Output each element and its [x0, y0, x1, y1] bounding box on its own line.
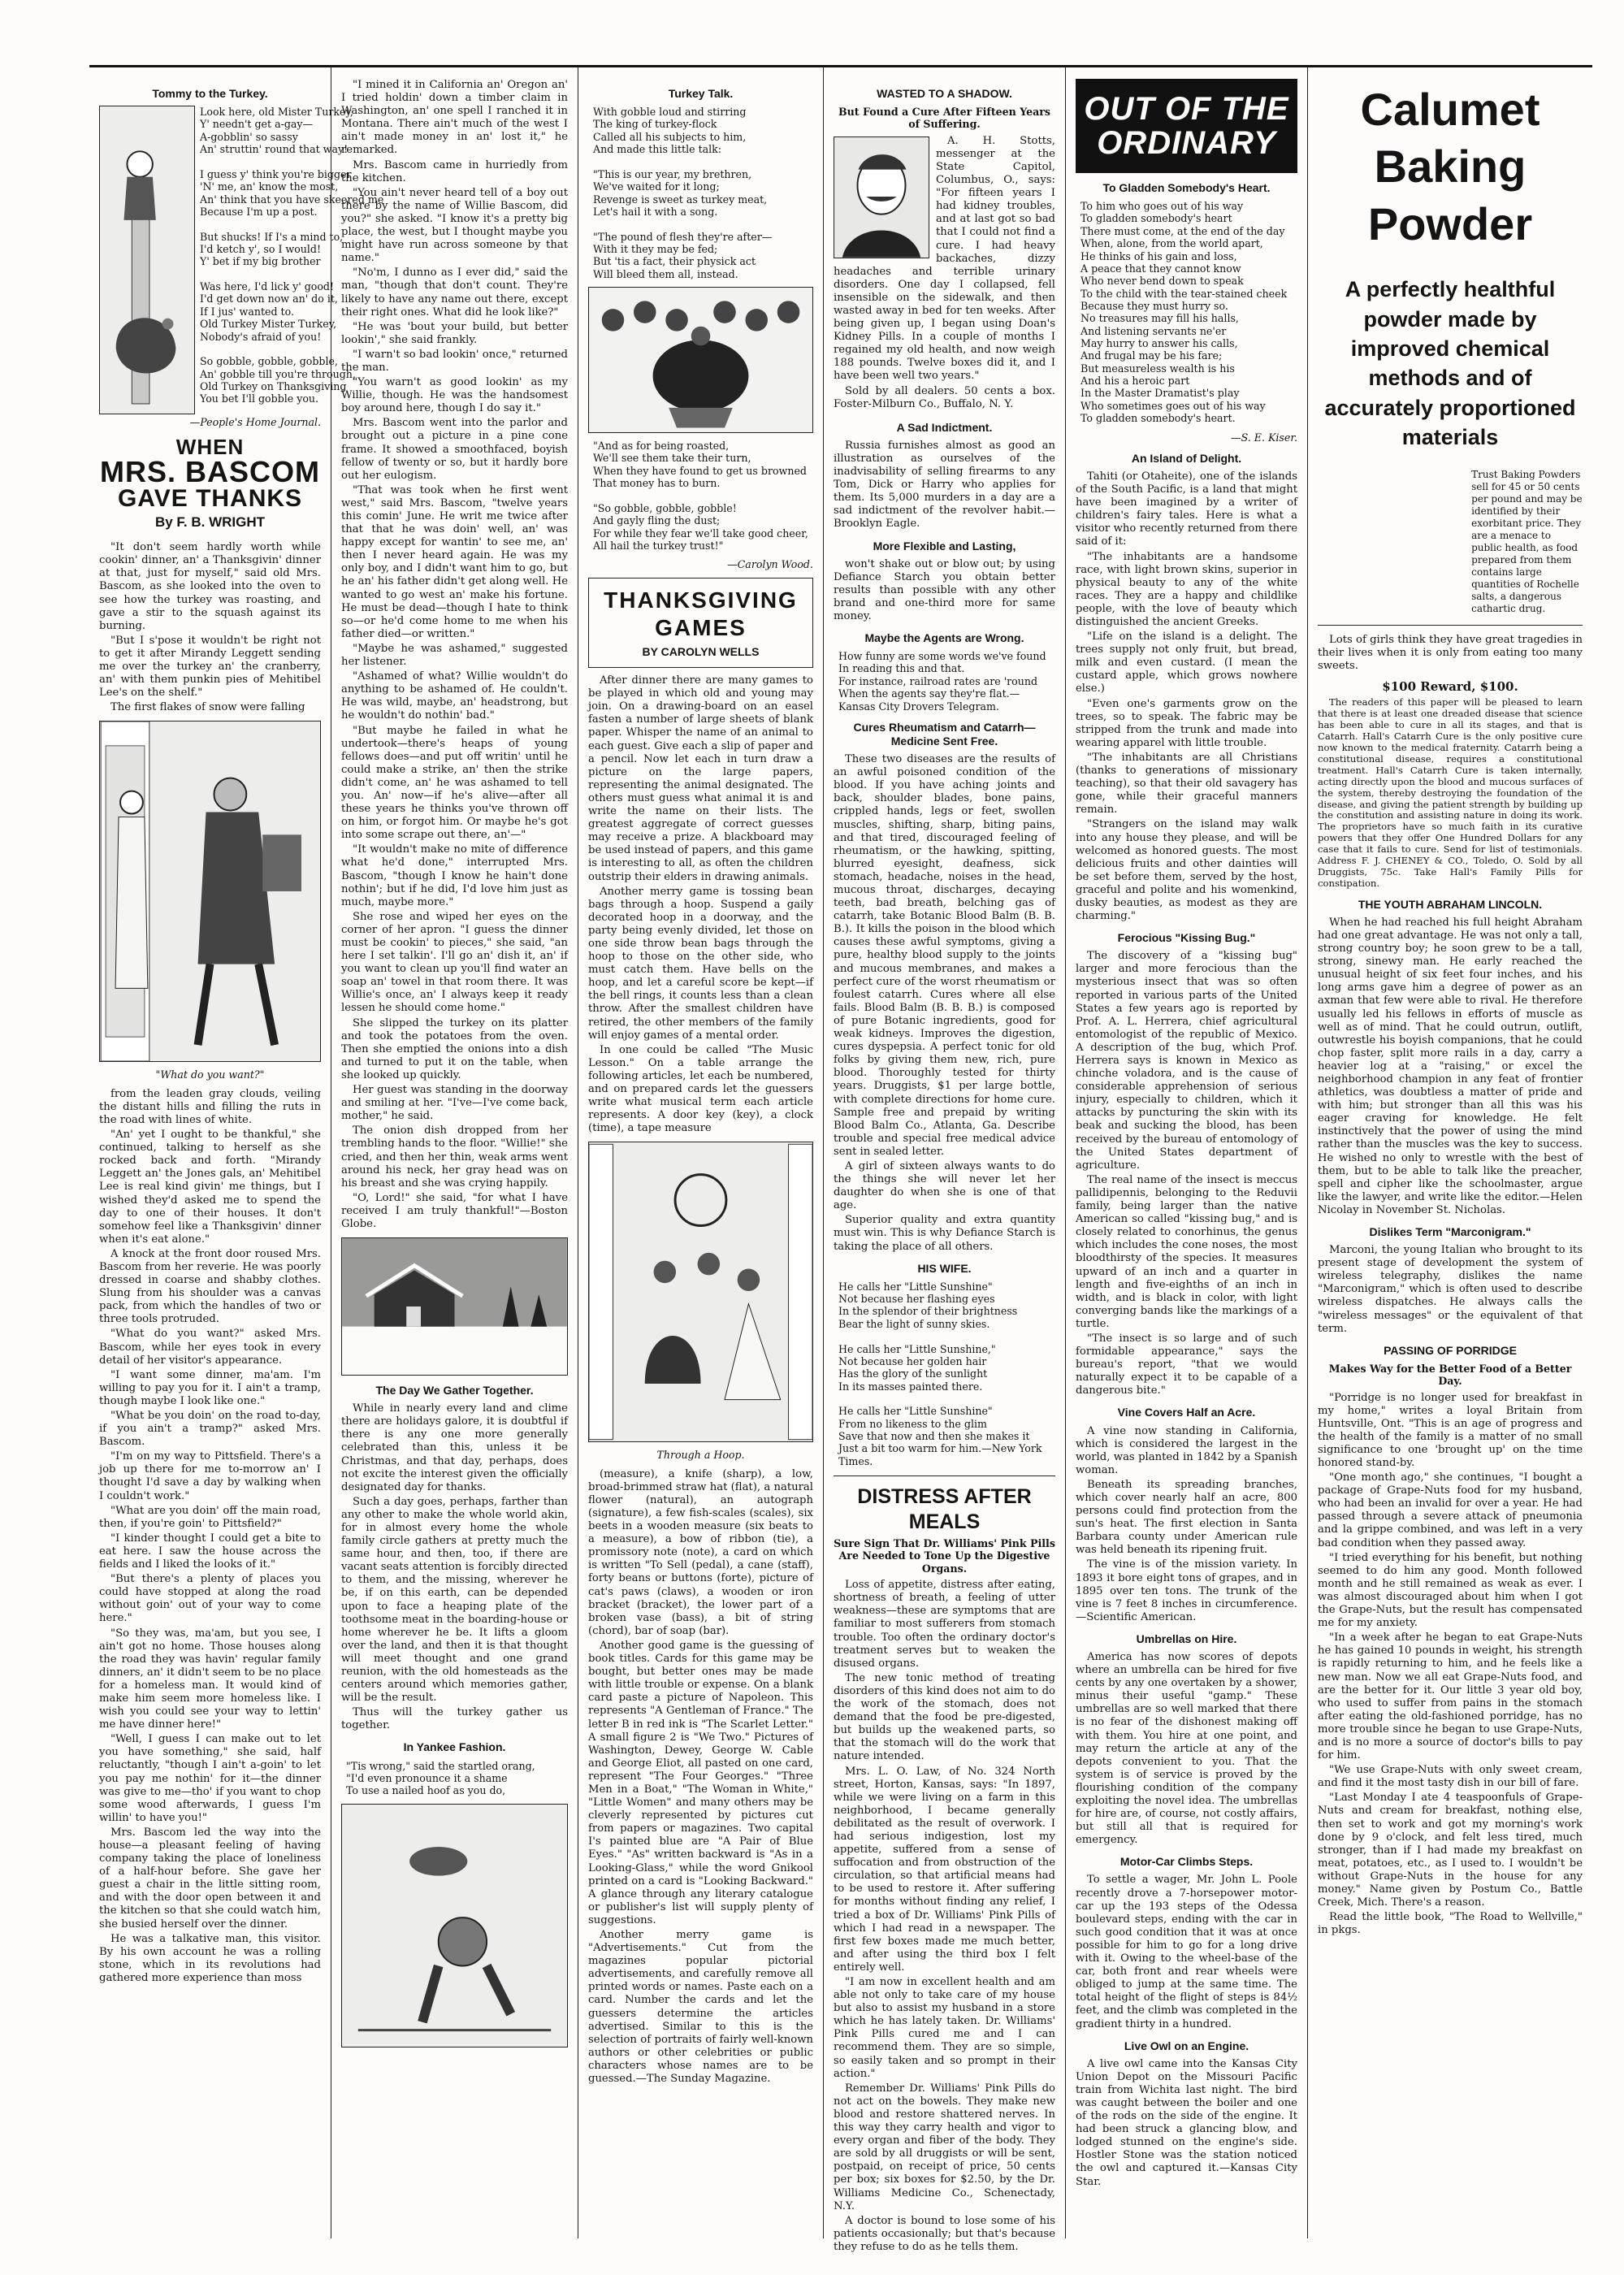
story-title-mrs-bascom: MRS. BASCOM	[100, 455, 320, 489]
story-paragraph: "I'm on my way to Pittsfield. There's a job up there for me to-morrow an' I thought I'd save a day by walking when I couldn't work."	[99, 1450, 321, 1502]
poem-line: We've waited for it long;	[593, 180, 720, 193]
story-byline: By F. B. WRIGHT	[154, 514, 266, 531]
illustration-ape-kicking-ball	[341, 1804, 568, 2048]
ad-paragraph: These two diseases are the results of an awful poisoned condition of the blood. If you have aching joints and back, shoulder blades, bone pains, crippled hands, legs or feet, swollen muscles, shifting, sharp, biting pains, and that tired, discouraged feeling of rheumatism, or the hawking, spitting, blurred eyesight, deafness, sick stomach, headache, noises in the head, mucous throat, discharges, decaying teeth, bad breath, belching gas of catarrh, take Botanic Blood Balm (B. B. B.). It kills the poison in the blood which causes these awful symptoms, giving a pure, healthy blood supply to the joints and mucous membranes, and makes a perfect cure of the worst rheumatism or foulest catarrh. Cures where all else fails. Blood Balm (B. B. B.) is composed of pure Botanic ingredients, good for weak kidneys. Improves the digestion, cures dyspepsia. A perfect tonic for old folks by giving them new, rich, pure blood. Thoroughly tested for thirty years. Druggists, $1 per large bottle, with complete directions for home cure. Sample free and prepaid by writing Blood Balm Co., Atlanta, Ga. Describe trouble and special free medical advice sent in sealed letter.	[834, 753, 1055, 1158]
ad-body: A perfectly healthful powder made by improved chemical methods and of accurately proportioned materials	[1324, 277, 1576, 450]
games-title-block	[588, 578, 813, 668]
poem-line: And his a heroic part	[1081, 375, 1190, 388]
ad-title-distress: DISTRESS AFTER MEALS	[857, 1485, 1032, 1533]
ad-trust-text: Trust Baking Powders sell for 45 or 50 cents per pound and may be identified by their exorbitant price. They are a menace to public health, as food prepared from them contains large quantities of Rochelle salts, a dangerous cathartic drug.	[1471, 468, 1583, 614]
story-paragraph: "O, Lord!" she said, "for what I have received I am truly thankful!"—Boston Globe.	[341, 1191, 568, 1230]
poem-line: And frugal may be his fare;	[1081, 349, 1223, 362]
poem-line: When the agents say they're flat.—Kansas City Drovers Telegram.	[838, 687, 1020, 713]
poem-line: He thinks of his gain and loss,	[1081, 249, 1237, 262]
ad-paragraph: "In a week after he began to eat Grape-Nuts he has gained 10 pounds in weight, his strength is rapidly returning to him, and he feels like a new man. Now we all eat Grape-Nuts food, and are the better for it. Our little 3 year old boy, who used to suffer from pains in the stomach after eating the old-fashioned porridge, has no more trouble since he began to use Grape-Nuts, and is no more a source of doctor's bills to pay for him.	[1318, 1632, 1583, 1762]
story-title-gave-thanks: GAVE THANKS	[117, 485, 303, 513]
poem-line: Y' bet if my big brother	[200, 255, 321, 268]
story-paragraph: "I mined it in California an' Oregon an' I tried holdin' down a timber claim in Washington, an' one spell I ranched it in Montana. There ain't much of the west I ain't made money in an' lost it," he remarked.	[341, 79, 568, 157]
poem-line: "Tis wrong," said the startled orang,	[346, 1759, 535, 1772]
agents-poem	[834, 650, 1055, 713]
poem-line: Not because her golden hair	[838, 1354, 987, 1367]
ad-title-powder: Powder	[1367, 197, 1533, 249]
poem-line: But 'tis a fact, their physick act	[593, 255, 756, 268]
poem-line: May hurry to answer his calls,	[1081, 337, 1238, 350]
article-title-kissing-bug: Ferocious "Kissing Bug."	[1117, 931, 1256, 945]
poem-line: Not because her flashing eyes	[838, 1293, 995, 1306]
ad-paragraph: "We use Grape-Nuts with only sweet cream, and find it the most tasty dish in our bill of fare.	[1318, 1764, 1583, 1790]
story-paragraph: Mrs. Bascom went into the parlor and brought out a picture in a pine cone frame. It showed a smoothfaced, boyish fellow of twenty or so, but it hardly bore out her eulogism.	[341, 417, 568, 482]
ad-paragraph: Read the little book, "The Road to Wellville," in pkgs.	[1318, 1911, 1583, 1937]
games-paragraph: After dinner there are many games to be played in which old and young may join. On a drawing-board on an easel fasten a number of large sheets of blank paper. Whisper the name of an animal to each guest. Give each a slip of paper and a pencil. Now let each in turn draw a picture on the large papers, representing the animal designated. The others must guess what animal it is and write the name on their lists. The greatest aggregate of correct guesses may receive a prize. A blackboard may be used instead of papers, and this game is interesting to all, as often the children outstrip their elders in drawing animals.	[588, 674, 813, 883]
column-4	[824, 67, 1066, 2253]
ad-paragraph: Remember Dr. Williams' Pink Pills do not act on the bowels. They make new blood and restore shattered nerves. In this way they carry health and vigor to every organ and fiber of the body. They are sold by all druggists or will be sent, postpaid, on receipt of price, 50 cents per box; six boxes for $2.50, by the Dr. Williams Medicine Co., Schenectady, N.Y.	[834, 2082, 1055, 2212]
poem-line: For instance, railroad rates are 'round	[838, 674, 1038, 687]
poem-line: To use a nailed hoof as you do,	[346, 1784, 506, 1797]
poem-line: I'd get down now an' do it,	[200, 292, 338, 306]
his-wife-poem	[834, 1280, 1055, 1467]
article-paragraph: To settle a wager, Mr. John L. Poole recently drove a 7-horsepower motor-car up the 193 steps of the Odessa boulevard steps, ending with the car in such good condition that it was at once possible for him to go for a long drive with it. Owing to the wheel-base of the car, both front and rear wheels were obliged to jump at the same time. The total height of the flight of steps is 84½ feet, and the climb was completed in the gradient thirty in a hundred.	[1076, 1874, 1297, 2030]
poem-line: Revenge is sweet as turkey meat,	[593, 193, 768, 206]
article-title-agents: Maybe the Agents are Wrong.	[864, 631, 1024, 645]
poem-line: With gobble loud and stirring	[593, 106, 747, 119]
story-paragraph: "What are you doin' off the main road, then, if you're goin' to Pittsfield?"	[99, 1504, 321, 1530]
article-title-cures-rheumatism: Cures Rheumatism and Catarrh—Medicine Sent Free.	[853, 720, 1036, 748]
poem-line: Who sometimes goes out of his way	[1081, 399, 1266, 412]
games-paragraph: (measure), a knife (sharp), a low, broad-brimmed straw hat (flat), a natural flower (natural), an autograph (signature), a few fish-scales (scales), six beets in a wooden measure (six beats to a measure), a bow of ribbon (tie), a promissory note (note), a card on which is written "To Sell (pedal), a cane (staff), forty beans or buttons (forte), picture of cat's paws (claws), a wooden or iron bracket (bracket), the lower part of a broken vase (bass), a bit of string (chord), bar of soap (bar).	[588, 1467, 813, 1637]
hoop-game-svg	[589, 1142, 812, 1441]
story-paragraph: The first flakes of snow were falling	[110, 701, 305, 714]
tramp-door-svg	[100, 722, 320, 1061]
poem-line: I'd ketch y', so I would!	[200, 243, 322, 256]
poem-line: The king of turkey-flock	[593, 118, 717, 131]
poem-line: Save that now and then she makes it	[838, 1430, 1030, 1443]
ad-title-reward: $100 Reward, $100.	[1382, 679, 1518, 695]
newspaper-page	[89, 65, 1592, 2253]
column-3	[578, 67, 824, 2238]
poem-line: He calls her "Little Sunshine"	[838, 1405, 993, 1418]
column-1	[89, 67, 384, 2238]
story-paragraph: He was a talkative man, this visitor. By his own account he was a rolling stone, which in its revolutions had gathered more experience than moss	[99, 1932, 321, 1984]
story-paragraph: "What be you doin' on the road to-day, if you ain't a tramp?" asked Mrs. Bascom.	[99, 1410, 321, 1449]
poem-line: Let's hail it with a song.	[593, 205, 718, 218]
yankee-poem	[341, 1760, 568, 1797]
games-byline: BY CAROLYN WELLS	[642, 645, 760, 659]
article-title-lincoln: THE YOUTH ABRAHAM LINCOLN.	[1358, 897, 1543, 911]
article-title-sad-indictment: A Sad Indictment.	[896, 420, 993, 434]
poem-line: And made this little talk:	[593, 143, 722, 156]
ad-title-calumet: Calumet	[1360, 84, 1540, 135]
article-paragraph: While in nearly every land and clime there are holidays galore, it is doubtful if there is any one more generally celebrated than this, unless it be Christmas, and that day, perhaps, does not excite the interest given the officially designated day for thanks.	[341, 1402, 568, 1493]
poem-line: Has the glory of the sunlight	[838, 1367, 988, 1380]
poem-line: Old Turkey on Thanksgiving	[200, 379, 347, 392]
games-paragraph: Another good game is the guessing of book titles. Cards for this game may be bought, but better ones may be made with little trouble or expense. On a blank card paste a picture of Napoleon. This represents "A Gentleman of France." The letter B in red ink is "The Scarlet Letter." A small figure 2 is "We Two." Pictures of Washington, Dewey, George W. Cable and George Eliot, all pasted on one card, represent "The Four Georges." "Three Men in a Boat," "The Woman in White," "Little Women" and many others may be cleverly represented by pictures cut from papers or magazines. Two capital I's painted blue are "A Pair of Blue Eyes." "As" written backward is "As in a Looking-Glass," while the word Gnikool printed on a card is "Looking Backward." A glance through any literary catalogue or publisher's list will supply plenty of suggestions.	[588, 1639, 813, 1926]
ad-paragraph: Sold by all dealers. 50 cents a box. Foster-Milburn Co., Buffalo, N. Y.	[834, 384, 1055, 410]
games-paragraph: In one could be called "The Music Lesson." On a table arrange the following articles, let each be numbered, and on prepared cards let the guessers write what musical term each article represents. A door key (key), a clock (time), a tape measure	[588, 1043, 813, 1135]
ad-paragraph: Superior quality and extra quantity must win. This is why Defiance Starch is taking the place of all others.	[834, 1214, 1055, 1253]
story-paragraph: "So they was, ma'am, but you see, I ain't got no home. Those houses along the road they was havin' regular family dinners, an' it didn't seem to be no place for a homeless man. It would kind of make him seem more homeless like. I wish you could see your way to lettin' me have dinner here!"	[99, 1627, 321, 1731]
article-paragraph: "The insect is so large and of such formidable appearance," says the bureau's report, "that we would naturally expect it to be capable of a dangerous bite."	[1076, 1332, 1297, 1398]
poem-line: "I'd even pronounce it a shame	[346, 1771, 508, 1784]
poem-line: When they have found to get us browned	[593, 464, 807, 477]
boy-turkey-svg	[100, 106, 194, 414]
poem-line: Y' needn't get a-gay—	[200, 118, 314, 131]
poem-line: Look here, old Mister Turkey,	[200, 106, 353, 119]
illustration-caption: "What do you want?"	[155, 1068, 265, 1081]
turkey-talk-poem	[588, 106, 813, 280]
story-paragraph: "It don't seem hardly worth while cookin' dinner, an' a Thanksgivin' dinner at that, just for myself," said old Mrs. Bascom, as she looked into the oven to see how the turkey was roasting, and gave a stir to the squash against its burning.	[99, 541, 321, 632]
poem-line: "This is our year, my brethren,	[593, 167, 752, 180]
poem-line: And listening servants ne'er	[1081, 324, 1227, 337]
poem-line: "And as for being roasted,	[593, 440, 730, 453]
column-5	[1066, 67, 1308, 2238]
ad-paragraph: A. H. Stotts, messenger at the State Capitol, Columbus, O., says: "For fifteen years I had kidney troubles, and at last got so bad that I could not find a cure. I had heavy backaches, dizzy headaches and terrible urinary disorders. One day I collapsed, fell insensible on the sidewalk, and then wasted away in bed for ten weeks. After being given up, I began using Doan's Kidney Pills. In a couple of months I regained my old health, and now weigh 188 pounds. Twelve boxes did it, and I have been well two years."	[834, 134, 1055, 383]
article-paragraph: Tahiti (or Otaheite), one of the islands of the South Pacific, is a land that might have been imagined by a writer of children's fairy tales. Here is what a visitor who recently returned from there said of it:	[1076, 470, 1297, 548]
story-paragraph: "You ain't never heard tell of a boy out there by the name of Willie Bascom, did you?" she asked. "I know it's a pretty big place, the west, but I thought maybe you might have run across someone by that name."	[341, 186, 568, 265]
ad-paragraph: The new tonic method of treating disorders of this kind does not aim to do the work of the stomach, does not demand that the food be pre-digested, but builds up the weakened parts, so that the stomach will do the work that nature intended.	[834, 1671, 1055, 1763]
poem-line: "So gobble, gobble, gobble!	[593, 501, 737, 514]
poem-line: In its masses painted there.	[838, 1380, 983, 1393]
story-paragraph: She rose and wiped her eyes on the corner of her apron. "I guess the dinner must be cookin' to pieces," she said, "an here I set talkin'. I'll go an' dish it, an' if you want to clean up you'll find water an soap an' towel in that room there. It was Willie's once, an' I always keep it ready lessen he should come home."	[341, 910, 568, 1015]
poem-line: Because I'm up a post.	[200, 205, 318, 218]
story-paragraph: "I kinder thought I could get a bite to eat here. I saw the house across the fields and I liked the looks of it."	[99, 1532, 321, 1571]
poem-line: To the child with the tear-stained cheek	[1081, 287, 1288, 300]
article-paragraph: Beneath its spreading branches, which cover nearly half an acre, 800 persons could find protection from the sun's heat. The first election in Santa Barbara county under American rule was held beneath its ripening fruit.	[1076, 1478, 1297, 1557]
article-title-vine: Vine Covers Half an Acre.	[1117, 1406, 1256, 1419]
poem-line: A-gobblin' so sassy	[200, 130, 298, 143]
story-paragraph: "He was 'bout your build, but better lookin'," she said frankly.	[341, 320, 568, 346]
article-paragraph: A girl of sixteen always wants to do the things she will never let her daughter do when she is one of that age.	[834, 1159, 1055, 1212]
story-paragraph: "Well, I guess I can make out to let you have something," she said, half reluctantly, "though I ain't a-goin' to let you pay me nothin' for it—the dinner was give to me—tho' if you want to chop some wood afterwards, I guess I'm willin' to have you!"	[99, 1733, 321, 1824]
masthead-out-of-the-ordinary: OUT OF THE ORDINARY	[1076, 79, 1297, 173]
ad-paragraph: Mrs. L. O. Law, of No. 324 North street, Horton, Kansas, says: "In 1897, while we were living on a farm in this neighborhood, I became generally debilitated as the result of overwork. I had serious indigestion, lost my appetite, suffered from a sense of suffocation and from obstruction of the circulation, so that artificial means had to be used to restore it. After suffering for months without finding any relief, I tried a box of Dr. Williams' Pink Pills of which I had read in a newspaper. The first few boxes made me much better, and after using the third box I felt entirely well.	[834, 1765, 1055, 1974]
story-paragraph: "An' yet I ought to be thankful," she continued, talking to herself as she rocked back and forth. "Mirandy Leggett an' the Jones gals, an' Mehitibel Lee is real kind givin' me things, but I wished they'd asked me to spend the day to one of their houses. It don't somehow feel like a Thanksgivin' dinner when it's eat alone."	[99, 1129, 321, 1246]
ad-title-baking: Baking	[1374, 141, 1527, 193]
article-title-live-owl: Live Owl on an Engine.	[1124, 2039, 1249, 2052]
story-paragraph: "But I s'pose it wouldn't be right not to get it after Mirandy Leggett sending me over the turkey an' the cranberry, an' with them punkin pies of Mehitibel Lee's on the shelf."	[99, 634, 321, 700]
poem-title-his-wife: HIS WIFE.	[917, 1261, 972, 1275]
illustration-mrs-bascom-and-tramp	[99, 721, 321, 1062]
poem-line: "The pound of flesh they're after—	[593, 230, 773, 243]
poem-line: How funny are some words we've found	[838, 650, 1046, 663]
story-paragraph: Mrs. Bascom led the way into the house—a pleasant feeling of having company taking the place of loneliness of a half-hour before. She gave her guest a chair in the little sitting room, and with the door open between it and the kitchen so that she could watch him, she busied herself over the dinner.	[99, 1826, 321, 1930]
winter-scene-svg	[342, 1238, 567, 1375]
poem-line: In reading this and that.	[838, 662, 965, 675]
story-paragraph: "I want some dinner, ma'am. I'm willing to pay you for it. I ain't a tramp, though maybe I look like one."	[99, 1368, 321, 1407]
poem-line: If I jus' wanted to.	[200, 305, 294, 318]
article-paragraph: A doctor is bound to lose some of his patients occasionally; but that's because they refuse to do as he tells them.	[834, 2214, 1055, 2253]
story-paragraph: "Ashamed of what? Willie wouldn't do anything to be ashamed of. He couldn't. He was wild, maybe, an' headstrong, but he wouldn't do nothin' bad."	[341, 670, 568, 722]
poem-line: Who never bend down to speak	[1081, 275, 1244, 288]
poem-line: An' think that you have skeered me	[200, 193, 384, 206]
article-paragraph: Thus will the turkey gather us together.	[341, 1706, 568, 1732]
poem-line: An' gobble till you're through,	[200, 367, 356, 380]
article-title-day-we-gather: The Day We Gather Together.	[375, 1384, 534, 1398]
article-paragraph: America has now scores of depots where an umbrella can be hired for five cents by any one overtaken by a shower, minus their useful "gamp." These umbrellas are so well marked that there is no fear of the dishonest making off with them. You hire at one point, and may return the article at any of the depots convenient to you. That the system is of service is proved by the flourishing condition of the company exploiting the novel idea. The umbrellas for hire are, of course, not costly affairs, but still all that is required for emergency.	[1076, 1651, 1297, 1847]
games-paragraph: Another merry game is "Advertisements." Cut from the magazines popular pictorial advertisements, and carefully remove all printed words or names. Paste each on a card. Number the cards and let the guessers determine the articles advertised. Similar to this is the selection of portraits of fairly well-known authors or other celebrities or public characters whose names are to be guessed.—The Sunday Magazine.	[588, 1929, 813, 2086]
article-paragraph: When he had reached his full height Abraham had one great advantage. He was not only a tall, strong country boy; he soon grew to be a tall, strong, sinewy man. He early reached the unusual height of six feet four inches, and his long arms gave him a degree of power as an axman that few were able to rival. He therefore usually led his fellows in efforts of muscle as well as of mind. That he could outrun, outlift, outwrestle his boyish companions, that he could chop faster, split more rails in a day, carry a heavier log at a "raising," or excel the neighborhood champion in any feat of frontier athletics, was doubtless a matter of pride and with him; but stronger than all this was his eager craving for knowledge. He felt instinctively that the power of using the mind rather than the muscles was the key to success. He wished no only to wrestle with the best of them, but to be able to talk like the preacher, spell and cipher like the schoolmaster, argue like the lawyer, and write like the editor.—Helen Nicolay in November St. Nicholas.	[1318, 916, 1583, 1216]
illustration-children-tossing-bean-bags	[588, 1142, 813, 1442]
gladden-poem	[1076, 200, 1297, 424]
article-title-wasted-shadow: WASTED TO A SHADOW.	[877, 87, 1012, 100]
ad-paragraph: "Porridge is no longer used for breakfast in my home," writes a loyal Britain from Huntsville, Ont. "This is an age of progress and the health of the family is a matter of no small significance to one 'brought up' on the time honored stand-by.	[1318, 1391, 1583, 1470]
poem-title-tommy: Tommy to the Turkey.	[152, 87, 268, 100]
article-paragraph: The real name of the insect is meccus pallidipennis, belonging to the Reduvii family, being larger than the native American so called "kissing bug," and is closely related to conorhinus, the genus which includes the cone noses, the most bloodthirsty of the species. It measures upward of an inch and a quarter in length and five-eighths of an inch in width, and is black in color, with light converging bands like the markings of a turtle.	[1076, 1173, 1297, 1330]
turkey-talk-poem-2	[588, 440, 813, 552]
illustration-portrait-a-h-stotts	[834, 136, 929, 258]
poem-line: Just a bit too warm for him.—New York Times.	[838, 1442, 1042, 1467]
story-paragraph: "You warn't as good lookin' as my Willie, though. He was the handsomest boy around here, though I do say it."	[341, 376, 568, 415]
poem-line: But measureless wealth is his	[1081, 362, 1235, 375]
story-paragraph: "No'm, I dunno as I ever did," said the man, "though that don't count. They're likely to have any name out there, except their right ones. What did he look like?"	[341, 266, 568, 318]
article-title-island: An Island of Delight.	[1131, 451, 1242, 465]
turkey-crowd-svg	[589, 288, 812, 432]
article-paragraph: The discovery of a "kissing bug" larger and more ferocious than the mysterious insect that was so often reported in various parts of the United States a few years ago is reported by Prof. A. L. Herrera, chief agricultural entomologist of the republic of Mexico. A description of the bug, which Prof. Herrera says is known in Mexico as chinche voladora, and is the cause of considerable apprehension of serious injury, especially to children, which it attacks by puncturing the skin with its beak and sucking the blood, has been received by the bureau of entomology of the United States department of agriculture.	[1076, 950, 1297, 1172]
poem-line: Was here, I'd lick y' good!	[200, 280, 335, 293]
article-paragraph: "The inhabitants are a handsome race, with light brown skins, superior in physical beauty to any of the white races. They are a happy and childlike people, with the love of beauty which distinguished the ancient Greeks.	[1076, 550, 1297, 629]
story-title-block	[99, 436, 321, 531]
article-paragraph: Such a day goes, perhaps, farther than any other to make the whole world akin, for in almost every home the whole family circle gathers at pretty much the same hour, and then, too, if there are vacant seats attention is forcibly directed to them, and the missing, wherever he be, if on this earth, can be depended upon to face a heaping plate of the toothsome meat in the boarding-house or home wherever he be. It lifts a gloom over the land, and then it is that thought will meet thought and one grand reunion, with the old homesteads as the centers around which memories gather, will be the result.	[341, 1495, 568, 1705]
poem-title-turkey-talk: Turkey Talk.	[668, 87, 734, 100]
poem-line: Because they must hurry so.	[1081, 299, 1228, 312]
poem-line: Will bleed them all, instead.	[593, 267, 738, 280]
poem-line: In the splendor of their brightness	[838, 1305, 1018, 1318]
monkey-svg	[342, 1805, 567, 2047]
calumet-ad	[1318, 84, 1583, 626]
column-2	[331, 67, 578, 2238]
illustration-boy-up-post-turkey	[99, 106, 195, 414]
article-title-yankee-fashion: In Yankee Fashion.	[403, 1740, 506, 1754]
story-paragraph: "That was took when he first went west," said Mrs. Bascom, "twelve years this comin' June. He writ me twice after that that he was doin' well, an' was happy except for wantin' to see me, an' then I never heard again. He was my only boy, and I didn't want him to go, but he an' his father didn't get along well. He wanted to go west an' make his fortune. He must be dead—though I hate to think so—or he'd come home to me when his father died—or written."	[341, 483, 568, 640]
poem-line: Nobody's afraid of you!	[200, 330, 322, 343]
story-title-when: WHEN	[175, 435, 245, 460]
poem-line: Bear the light of sunny skies.	[838, 1317, 990, 1330]
illustration-snowy-farmhouse	[341, 1237, 568, 1376]
article-subtitle: But Found a Cure After Fifteen Years of Suffering.	[838, 106, 1051, 131]
ad-subtitle: Makes Way for the Better Food of a Better Day.	[1328, 1362, 1572, 1388]
poem-line: With it they may be fed;	[593, 243, 718, 256]
poem-line: No treasures may fill his halls,	[1081, 312, 1239, 325]
article-paragraph: The vine is of the mission variety. In 1893 it bore eight tons of grapes, and in 1895 over ten tons. The trunk of the vine is 7 feet 8 inches in circumference.—Scientific American.	[1076, 1558, 1297, 1623]
poem-credit: —Carolyn Wood.	[727, 558, 813, 571]
poem-line: To gladden somebody's heart	[1081, 212, 1232, 225]
poem-line: But shucks! If I's a mind to,	[200, 230, 344, 243]
story-paragraph: Her guest was standing in the doorway and smiling at her. "I've—I've come back, mother," he said.	[341, 1084, 568, 1123]
poem-line: He calls her "Little Sunshine,"	[838, 1342, 996, 1355]
illustration-caption: Through a Hoop.	[656, 1449, 745, 1462]
story-paragraph: She slipped the turkey on its platter and took the potatoes from the oven. Then she emptied the onions into a dish and turned to put it on the table, when she looked up quickly.	[341, 1016, 568, 1081]
poem-line: From no likeness to the glim	[838, 1417, 987, 1430]
article-paragraph: "The inhabitants are all Christians (thanks to generations of missionary teaching), so that their old savagery has gone, while their graceful manners remain.	[1076, 751, 1297, 817]
article-title-marconigram: Dislikes Term "Marconigram."	[1369, 1225, 1531, 1239]
article-paragraph: Russia furnishes almost as good an illustration as ourselves of the inadvisability of selling firearms to any Tom, Dick or Harry who applies for them. Its 5,000 murders in a day are a sad indictment of the revolver habit.—Brooklyn Eagle.	[834, 439, 1055, 531]
ad-paragraph: "I tried everything for his benefit, but nothing seemed to do him any good. Month followed month and he still remained as weak as ever. I was almost discouraged about him when I got the Grape-Nuts, but the result has compensated me for my anxiety.	[1318, 1551, 1583, 1630]
poem-line: And gayly fling the dust;	[593, 514, 721, 527]
games-title: THANKSGIVING GAMES	[604, 587, 798, 640]
poem-line: In the Master Dramatist's play	[1081, 387, 1240, 400]
article-paragraph: A vine now standing in California, which is considered the largest in the world, was planted in 1842 by a Spanish woman.	[1076, 1424, 1297, 1476]
poem-line: To gladden somebody's heart.	[1081, 412, 1236, 425]
story-paragraph: The onion dish dropped from her trembling hands to the floor. "Willie!" she cried, and then her thin, weak arms went around his neck, her gray head was on his breast and she was crying happily.	[341, 1124, 568, 1190]
poem-line: When, alone, from the world apart,	[1081, 237, 1263, 250]
ad-paragraph: Loss of appetite, distress after eating, shortness of breath, a feeling of utter weakness—these are symptoms that are familiar to most sufferers from stomach trouble. Too often the ordinary doctor's treatment serves but to weaken the disused organs.	[834, 1579, 1055, 1670]
poem-credit: —People's Home Journal.	[189, 416, 321, 429]
article-paragraph: "Even one's garments grow on the trees, so to speak. The fabric may be stripped from the trunk and made into wearing apparel with little trouble.	[1076, 697, 1297, 749]
poem-line: To him who goes out of his way	[1081, 200, 1244, 213]
poem-line: You bet I'll gobble you.	[200, 392, 319, 405]
poem-title-gladden: To Gladden Somebody's Heart.	[1102, 181, 1271, 194]
poem-line: An' struttin' round that way!	[200, 143, 349, 156]
story-paragraph: "What do you want?" asked Mrs. Bascom, while her eyes took in every detail of her visitor's appearance.	[99, 1328, 321, 1367]
poem-line: We'll see them take their turn,	[593, 452, 751, 465]
article-title-flexible-lasting: More Flexible and Lasting,	[873, 539, 1016, 552]
story-paragraph: "But maybe he failed in what he undertook—there's heaps of young fellows does—and put off writin' until he could make a strike, an' then the strike didn't come, an' he was ashamed to tell you. An' now—if he's alive—after all these years he thinks you've thrown off on him, or forgot him. Or maybe he's got into some scrape out there, an'—"	[341, 724, 568, 842]
story-paragraph: Mrs. Bascom came in hurriedly from the kitchen.	[341, 158, 568, 184]
poem-line: Called all his subjects to him,	[593, 130, 747, 143]
games-paragraph: Another merry game is tossing bean bags through a hoop. Suspend a gaily decorated hoop in a doorway, and the party being evenly divided, let those on one side throw bean bags through the hoop to those on the other side, who must catch them. Have bells on the hoop, and let a careful score be kept—if the bell rings, it counts less than a clean throw. After the smallest children have retired, the other members of the family will enjoy games of a mental order.	[588, 885, 813, 1042]
ad-paragraph: "Last Monday I ate 4 teaspoonfuls of Grape-Nuts and cream for breakfast, nothing else, then set to work and got my morning's work done by 9 o'clock, and felt less tired, much stronger, than if I had made my breakfast on meat, potatoes, etc., as I used to. I wouldn't be without Grape-Nuts in the house for any money." Name given by Postum Co., Battle Creek, Mich. There's a reason.	[1318, 1792, 1583, 1909]
ad-subtitle: Sure Sign That Dr. Williams' Pink Pills Are Needed to Tone Up the Digestive Organs.	[834, 1537, 1055, 1575]
story-paragraph: "I warn't so bad lookin' once," returned the man.	[341, 348, 568, 374]
poem-line: Old Turkey Mister Turkey,	[200, 318, 337, 331]
article-title-motor-car: Motor-Car Climbs Steps.	[1119, 1855, 1254, 1869]
portrait-svg	[834, 137, 929, 258]
poem-line: 'N' me, an' know the most,	[200, 180, 339, 193]
poem-credit: —S. E. Kiser.	[1231, 431, 1297, 444]
article-paragraph: A live owl came into the Kansas City Union Depot on the Missouri Pacific train from Wichita last night. The bird was caught between the boiler and one of the rods on the side of the engine. It had been struck a glancing blow, and lodged stunned on the engine's side. Hostler Stone was the station noticed the owl and captured it.—Kansas City Star.	[1076, 2057, 1297, 2188]
illustration-turkey-crowd	[588, 287, 813, 433]
poem-line: That money has to burn.	[593, 477, 721, 490]
story-paragraph: "Maybe he was ashamed," suggested her listener.	[341, 642, 568, 669]
poem-line: He calls her "Little Sunshine"	[838, 1280, 993, 1293]
poem-line: All hail the turkey trust!"	[593, 539, 724, 552]
poem-line: There must come, at the end of the day	[1081, 224, 1285, 237]
poem-line: For while they fear we'll take good cheer,	[593, 526, 808, 540]
article-title-umbrellas: Umbrellas on Hire.	[1136, 1632, 1237, 1645]
column-6	[1308, 67, 1592, 2238]
poem-line: I guess y' think you're bigger	[200, 167, 352, 180]
poem-line: So gobble, gobble, gobble,	[200, 355, 338, 368]
ad-paragraph: "One month ago," she continues, "I bought a package of Grape-Nuts food for my husband, who had been an invalid for over a year. He had passed through a severe attack of pneumonia and la grippe combined, and was left in a very bad condition when they passed away.	[1318, 1471, 1583, 1549]
article-paragraph: Lots of girls think they have great tragedies in their lives when it is only from eating too many sweets.	[1318, 633, 1583, 672]
article-paragraph: "Strangers on the island may walk into any house they please, and will be welcomed as honored guests. The most delicious fruits and other dainties will be set before them, served by the host, graceful and polite and his womenkind, dusky beauties, as modest as they are charming."	[1076, 818, 1297, 923]
ad-paragraph: "I am now in excellent health and am able not only to take care of my house but also to assist my husband in a store which he has lately taken. Dr. Williams' Pink Pills cured me and I can recommend them. They are so simple, so easily taken and so prompt in their action."	[834, 1976, 1055, 2080]
story-paragraph: from the leaden gray clouds, veiling the distant hills and filling the ruts in the road with lines of white.	[99, 1087, 321, 1126]
article-paragraph: "Life on the island is a delight. The trees supply not only fruit, but bread, milk and even custard. (I mean the custard apple, which grows nowhere else.)	[1076, 630, 1297, 696]
ad-title-porridge: PASSING OF PORRIDGE	[1384, 1343, 1517, 1357]
ad-paragraph: The readers of this paper will be pleased to learn that there is at least one dreaded disease that science has been able to cure in all its stages, and that is Catarrh. Hall's Catarrh Cure is the only positive cure now known to the medical fraternity. Catarrh being a constitutional disease, requires a constitutional treatment. Hall's Catarrh Cure is taken internally, acting directly upon the blood and mucous surfaces of the system, thereby destroying the foundation of the disease, and giving the patient strength by building up the constitution and assisting nature in doing its work. The proprietors have so much faith in its curative powers that they offer One Hundred Dollars for any case that it fails to cure. Send for list of testimonials. Address F. J. CHENEY & CO., Toledo, O. Sold by all Druggists, 75c. Take Hall's Family Pills for constipation.	[1318, 696, 1583, 889]
poem-line: A peace that they cannot know	[1081, 262, 1241, 275]
story-paragraph: A knock at the front door roused Mrs. Bascom from her reverie. He was poorly dressed in coarse and shabby clothes. Slung from his shoulder was a canvas pack, from which the handles of two or three tools protruded.	[99, 1247, 321, 1326]
ad-paragraph: won't shake out or blow out; by using Defiance Starch you obtain better results than possible with any other brand and one-third more for same money.	[834, 557, 1055, 622]
tommy-poem-block	[99, 106, 384, 414]
story-paragraph: "But there's a plenty of places you could have stopped at along the road without goin' out of your way to come here."	[99, 1573, 321, 1625]
story-paragraph: "It wouldn't make no mite of difference what he'd done," interrupted Mrs. Bascom, "though I know he hain't done nothin'; but if he did, I'd love him just as much, maybe more."	[341, 843, 568, 908]
article-paragraph: Marconi, the young Italian who brought to its present stage of development the system of wireless telegraphy, dislikes the name "Marconigram," which is often used to describe wireless dispatches. He always calls the "wireless messages" or the equivalent of that term.	[1318, 1244, 1583, 1335]
